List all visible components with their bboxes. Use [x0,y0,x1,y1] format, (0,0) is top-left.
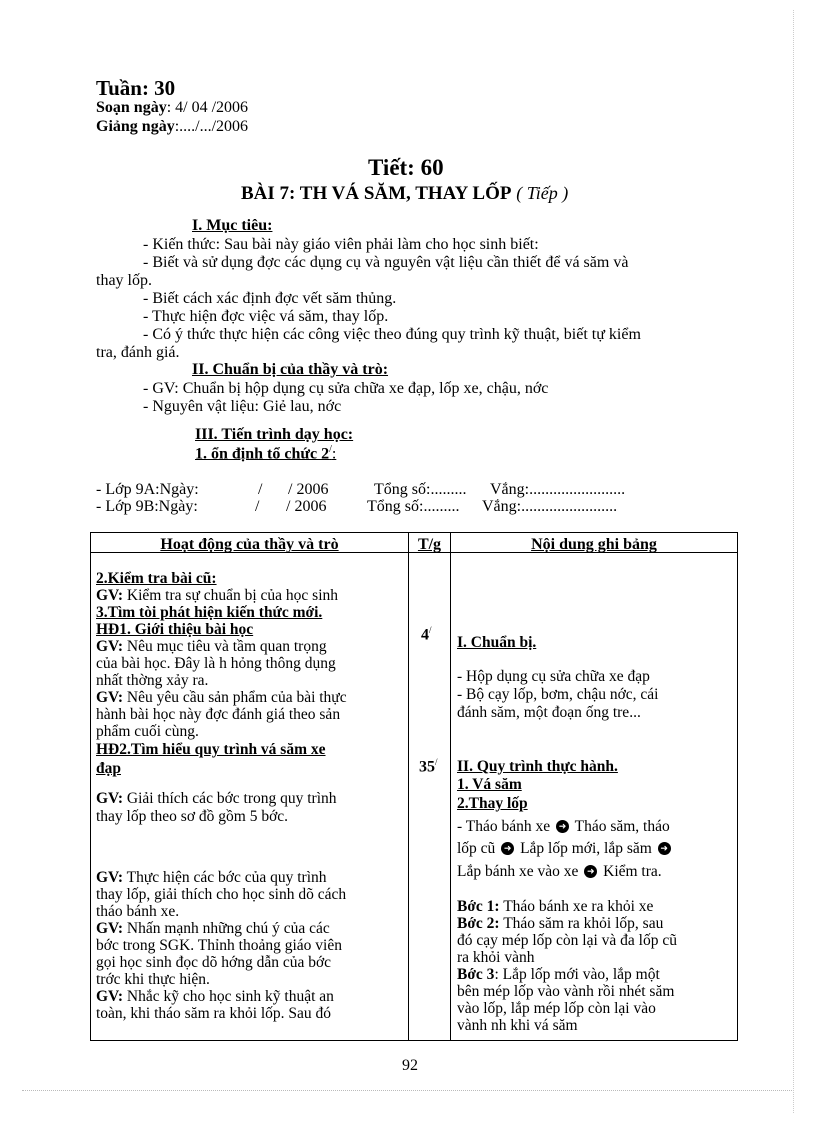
activity-line: hành bài học này đợc đánh giá theo sản [96,706,341,723]
prep-date [96,100,248,116]
hd2-heading: HĐ2.Tìm hiểu quy trình vá săm xe [96,741,326,758]
time-suffix: / [435,757,438,767]
class-row-9b-name: - Lớp 9B:Ngày: [96,498,198,515]
step-label: Bớc 1: [457,898,500,915]
activity-line [96,588,338,604]
prep-date-label: Soạn ngày [96,99,167,116]
lesson-title-main: BÀI 7: TH VÁ SĂM, THAY LỐP [241,183,512,204]
activity-line [96,639,327,655]
content-line: - Bộ cạy lốp, bơm, chậu nớc, cái [457,686,659,703]
activity-line: trớc khi thực hiện. [96,971,210,988]
time-number: 35 [419,758,435,776]
class-row-9a-slash: / [258,481,263,498]
class-row-9a-name: - Lớp 9A:Ngày: [96,481,199,498]
gv-label: GV: [96,587,123,604]
activity-line: nhất thờng xảy ra. [96,672,209,689]
table-header-row [91,533,738,553]
time-value-hd1 [421,626,432,643]
class-row-9a-total: Tổng số:......... [374,481,467,498]
objective-line: - Biết cách xác định đợc vết săm thủng. [143,290,397,307]
activity-line: phẩm cuối cùng. [96,723,199,740]
table-header-time [409,533,451,553]
activity-line: tháo bánh xe. [96,903,180,920]
step-line: đó cạy mép lốp còn lại và đa lốp cũ [457,932,677,949]
step-line: ra khỏi vành [457,949,535,966]
arrow-right-icon: ➜ [658,842,671,855]
teach-date-value: :..../.../2006 [174,118,249,135]
time-value-hd2 [419,758,438,775]
flow-step: lốp cũ [457,840,496,857]
flow-line [457,864,662,880]
class-row-9b-year: / 2006 [286,498,327,515]
class-row-9b-total: Tổng số:......... [367,498,460,515]
activity-text: Nêu mục tiêu và tầm quan trọng [123,638,327,655]
objective-line: - Thực hiện đợc việc vá săm, thay lốp. [143,308,389,325]
arrow-right-icon: ➜ [501,842,514,855]
gv-label: GV: [96,689,123,706]
lesson-title-suffix: ( Tiếp ) [516,183,569,203]
patch-tube-heading: 1. Vá săm [457,776,522,793]
organization-heading [195,445,336,462]
period-title: Tiết: 60 [368,155,444,180]
step-text: : Lắp lốp mới vào, lắp một [494,966,660,983]
page-edge-divider [22,1090,794,1091]
objective-line: - Kiến thức: Sau bài này giáo viên phải làm cho học sinh biết: [143,236,539,253]
objective-line: thay lốp. [96,272,152,289]
procedure-heading: II. Quy trình thực hành. [457,758,618,775]
flow-line [457,819,670,835]
table-header-content [451,533,738,553]
flow-step: Lắp lốp mới, lắp săm [520,840,652,857]
content-line: đánh săm, một đoạn ống tre... [457,704,641,721]
change-tire-heading: 2.Thay lốp [457,795,528,812]
gv-label: GV: [96,920,123,937]
activity-text: Thực hiện các bớc của quy trình [123,869,327,886]
organization-heading-suffix: / [329,444,332,455]
class-row-9b-slash: / [255,498,260,515]
class-row-9a-year: / 2006 [288,481,329,498]
table-body-row [91,553,738,1041]
time-cell [409,553,451,1041]
section-process-heading: III. Tiến trình dạy học: [195,426,354,443]
flow-step: Lắp bánh xe vào xe [457,863,579,880]
step-line [457,916,663,932]
objective-line: - Có ý thức thực hiện các công việc theo đúng quy trình kỹ thuật, biết tự kiểm [143,326,641,343]
activity-text: Giải thích các bớc trong quy trình [123,790,337,807]
lesson-plan-table [90,532,738,1041]
gv-label: GV: [96,988,123,1005]
activity-text: Kiểm tra sự chuẩn bị của học sinh [123,587,339,604]
step-line: bên mép lốp vào vành rồi nhét săm [457,983,675,1000]
activity-line: thay lốp theo sơ đồ gồm 5 bớc. [96,808,289,825]
activity-text: Nhấn mạnh những chú ý của các [123,920,330,937]
table-header-activities [91,533,409,553]
step-line [457,899,653,915]
activity-line: toàn, khi tháo săm ra khỏi lốp. Sau đó [96,1005,332,1022]
activity-text: Nêu yêu cầu sản phẩm của bài thực [123,689,347,706]
table-header-content-text: Nội dung ghi bảng [531,536,657,553]
gv-label: GV: [96,638,123,655]
flow-step: Tháo săm, tháo [574,818,670,835]
class-row-9b-absent: Vắng:........................ [482,498,618,515]
gv-label: GV: [96,869,123,886]
time-suffix: / [429,625,432,635]
step-label: Bớc 3 [457,966,495,983]
new-knowledge-heading: 3.Tìm tòi phát hiện kiến thức mới. [96,604,323,621]
week-label: Tuần: 30 [96,76,176,100]
step-line: vào lốp, lắp mép lốp còn lại vào [457,1000,656,1017]
activity-line [96,870,327,886]
step-label: Bớc 2: [457,915,500,932]
activity-line [96,921,330,937]
teach-date [96,119,248,135]
organization-heading-tail: : [331,445,337,463]
step-line [457,967,660,983]
lesson-title [241,184,568,203]
activity-line: thay lốp, giải thích cho học sinh dõ cách [96,886,347,903]
prep-heading: I. Chuẩn bị. [457,634,537,651]
gv-label: GV: [96,790,123,807]
preparation-line: - Nguyên vật liệu: Giẻ lau, nớc [143,398,342,415]
table-header-activities-text: Hoạt động của thầy và trò [160,536,339,553]
activity-line: bớc trong SGK. Thỉnh thoảng giáo viên [96,937,342,954]
activity-line: gọi học sinh đọc dõ hớng dẫn của bớc [96,954,332,971]
activity-line [96,690,347,706]
hd2-heading-cont: đạp [96,760,121,777]
content-cell [451,553,738,1041]
flow-step: - Tháo bánh xe [457,818,551,835]
arrow-right-icon: ➜ [556,820,569,833]
activities-cell [91,553,409,1041]
flow-line [457,841,673,857]
section-objectives-heading: I. Mục tiêu: [192,217,273,234]
step-text: Tháo bánh xe ra khỏi xe [499,898,654,915]
flow-step: Kiểm tra. [603,863,662,880]
activity-line: của bài học. Đây là h hỏng thông dụng [96,655,336,672]
teach-date-label: Giảng ngày [96,118,175,135]
objective-line: tra, đánh giá. [96,344,180,361]
step-text: Tháo săm ra khỏi lốp, sau [499,915,664,932]
objective-line: - Biết và sử dụng đợc các dụng cụ và nguyên vật liệu cần thiết để vá săm và [143,254,629,271]
page-edge-divider-vertical [793,10,794,1113]
check-old-lesson-heading: 2.Kiểm tra bài cũ: [96,570,217,587]
page-number: 92 [402,1057,418,1074]
class-row-9a-absent: Vắng:........................ [490,481,626,498]
section-preparation-heading: II. Chuẩn bị của thầy và trò: [192,361,389,378]
preparation-line: - GV: Chuẩn bị hộp dụng cụ sửa chữa xe đạp, lốp xe, chậu, nớc [143,380,549,397]
activity-line [96,989,334,1005]
activity-line [96,791,337,807]
hd1-heading: HĐ1. Giới thiệu bài học [96,621,254,638]
table-header-time-text: T/g [417,536,442,553]
organization-heading-text: 1. ổn định tổ chức 2 [195,445,330,463]
arrow-right-icon: ➜ [584,865,597,878]
prep-date-value: : 4/ 04 /2006 [166,99,249,116]
content-line: - Hộp dụng cụ sửa chữa xe đạp [457,668,650,685]
step-line: vành nh khi vá săm [457,1017,578,1034]
activity-text: Nhắc kỹ cho học sinh kỹ thuật an [123,988,334,1005]
time-number: 4 [421,626,429,644]
